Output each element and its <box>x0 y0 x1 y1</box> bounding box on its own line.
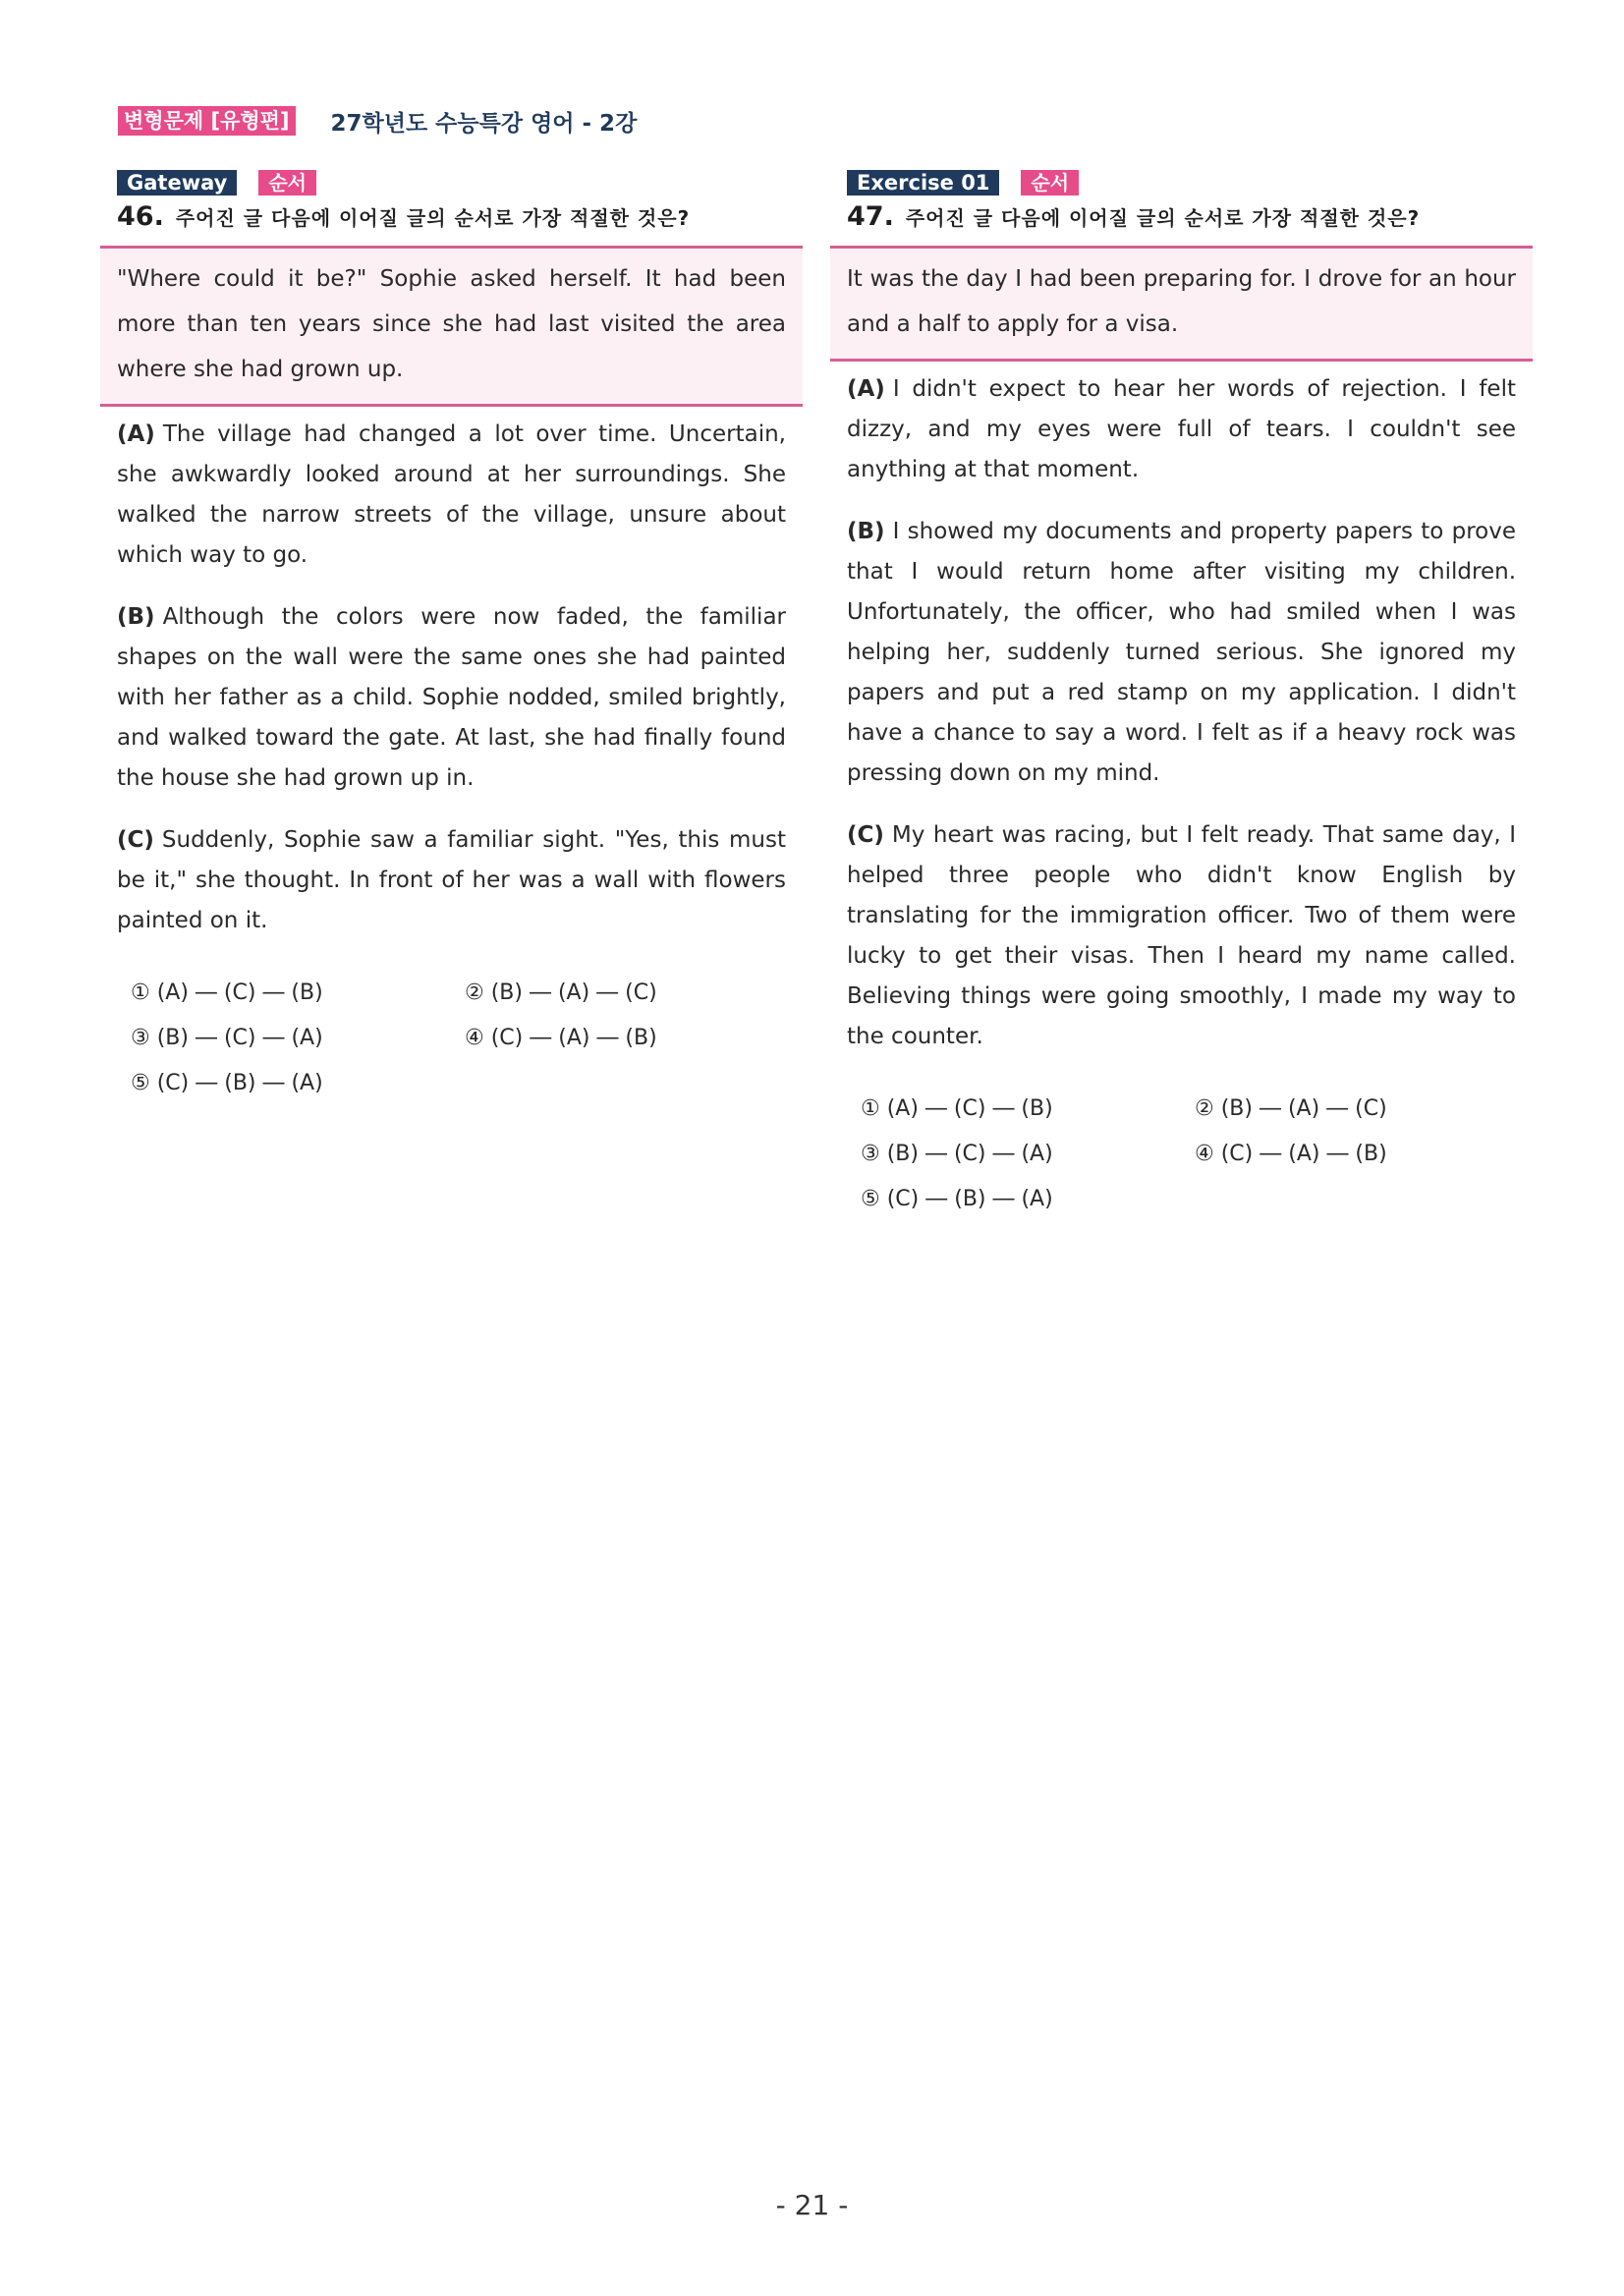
choice-5[interactable]: ⑤ (C) ― (B) ― (A) <box>861 1187 1053 1211</box>
header-tag: 변형문제 [유형편] <box>118 106 296 136</box>
paragraph-text: I didn't expect to hear her words of rejection. I felt dizzy, and my eyes were full of tears. I couldn't see anything at that moment. <box>847 376 1516 482</box>
page-number: - 21 - <box>775 2189 849 2221</box>
paragraph-c <box>117 820 786 941</box>
paragraph-b <box>117 597 786 799</box>
given-passage <box>100 246 803 407</box>
choice-4[interactable]: ④ (C) ― (A) ― (B) <box>465 1026 657 1050</box>
paragraph-c <box>847 815 1516 1057</box>
header-title: 27학년도 수능특강 영어 - 2강 <box>330 110 638 137</box>
paragraph-a <box>117 415 786 576</box>
question-tags <box>117 170 803 196</box>
question-tags <box>847 170 1533 196</box>
question-text: 주어진 글 다음에 이어질 글의 순서로 가장 적절한 것은? <box>905 206 1421 230</box>
type-tag: 순서 <box>258 170 316 196</box>
choice-2[interactable]: ② (B) ― (A) ― (C) <box>1195 1096 1387 1121</box>
paragraph-text: Suddenly, Sophie saw a familiar sight. "Yes, this must be it," she thought. In front of her was a wall with flowers painted on it. <box>117 827 786 933</box>
answer-choices <box>861 1089 1533 1220</box>
paragraph-label: (C) <box>117 827 154 853</box>
paragraph-text: Although the colors were now faded, the familiar shapes on the wall were the same ones she had painted with her father as a child. Sophie nodded, smiled brightly, and walked toward the gate. At last, she had finally found the house she had grown up in. <box>117 604 786 791</box>
paragraph-b <box>847 512 1516 794</box>
choice-3[interactable]: ③ (B) ― (C) ― (A) <box>861 1142 1053 1166</box>
paragraph-label: (A) <box>117 421 155 447</box>
paragraph-a <box>847 369 1516 490</box>
paragraph-text: The village had changed a lot over time. Uncertain, she awkwardly looked around at her surroundings. She walked the narrow streets of the village, unsure about which way to go. <box>117 421 786 568</box>
given-passage-text: "Where could it be?" Sophie asked herself. It had been more than ten years since she had last visited the area where she had grown up. <box>117 266 786 382</box>
choice-2[interactable]: ② (B) ― (A) ― (C) <box>465 980 657 1005</box>
choice-3[interactable]: ③ (B) ― (C) ― (A) <box>131 1026 323 1050</box>
question-line <box>117 201 803 232</box>
given-passage <box>830 246 1533 362</box>
type-tag: 순서 <box>1021 170 1079 196</box>
question-number: 46. <box>117 201 164 232</box>
paragraph-text: My heart was racing, but I felt ready. That same day, I helped three people who didn't know English by translating for the immigration officer. Two of them were lucky to get their visas. Then I heard my name called. Believing things were going smoothly, I made my way to the counter. <box>847 822 1516 1049</box>
given-passage-text: It was the day I had been preparing for. I drove for an hour and a half to apply for a visa. <box>847 266 1516 337</box>
category-tag: Exercise 01 <box>847 170 999 196</box>
paragraph-label: (B) <box>117 604 155 630</box>
paragraph-label: (C) <box>847 822 884 848</box>
answer-choices <box>131 973 803 1104</box>
choice-4[interactable]: ④ (C) ― (A) ― (B) <box>1195 1142 1387 1166</box>
choice-1[interactable]: ① (A) ― (C) ― (B) <box>131 980 323 1005</box>
question-line <box>847 201 1533 232</box>
paragraph-text: I showed my documents and property papers to prove that I would return home after visiting my children. Unfortunately, the officer, who had smiled when I was helping her, suddenly turned serious. She ignored my papers and put a red stamp on my application. I didn't have a chance to say a word. I felt as if a heavy rock was pressing down on my mind. <box>847 519 1516 786</box>
choice-1[interactable]: ① (A) ― (C) ― (B) <box>861 1096 1053 1121</box>
choice-5[interactable]: ⑤ (C) ― (B) ― (A) <box>131 1071 323 1095</box>
paragraph-label: (A) <box>847 376 885 402</box>
question-text: 주어진 글 다음에 이어질 글의 순서로 가장 적절한 것은? <box>175 206 691 230</box>
paragraph-label: (B) <box>847 519 885 544</box>
page-header <box>118 105 637 137</box>
question-47 <box>830 170 1533 1220</box>
question-number: 47. <box>847 201 894 232</box>
category-tag: Gateway <box>117 170 237 196</box>
question-46 <box>100 170 803 1104</box>
